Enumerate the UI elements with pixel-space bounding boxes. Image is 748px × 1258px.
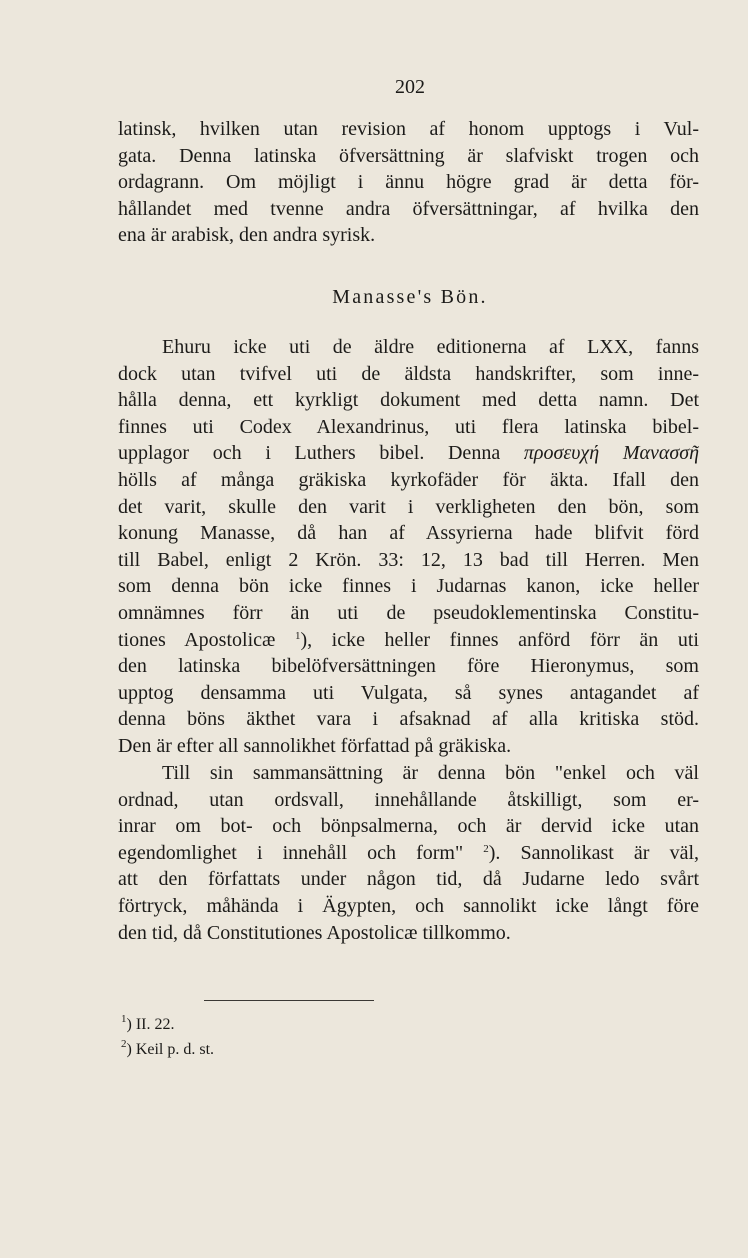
text-line: gata. Denna latinska öfversättning är slafviskt trogen och bbox=[118, 144, 699, 167]
body-paragraph-2 bbox=[118, 760, 699, 946]
footnote-divider bbox=[204, 1000, 374, 1001]
text-line: ordnad, utan ordsvall, innehållande åtskilligt, som er- bbox=[118, 788, 699, 811]
text-line: ordagrann. Om möjligt i ännu högre grad är detta för- bbox=[118, 171, 699, 194]
text-segment: upplagor och i Luthers bibel. Denna bbox=[118, 442, 501, 465]
text-line: dock utan tvifvel uti de äldsta handskrifter, som inne- bbox=[118, 362, 699, 385]
footnote-ref: 1 bbox=[294, 629, 301, 642]
text-segment: ). Sannolikast är väl, bbox=[488, 841, 699, 864]
section-title: Manasse's Bön. bbox=[332, 286, 488, 308]
footnote bbox=[121, 1012, 214, 1037]
text-segment: ), icke heller finnes anförd förr än uti bbox=[300, 628, 699, 651]
footnote-mark: 2 bbox=[121, 1038, 127, 1050]
text-line: upptog densamma uti Vulgata, så synes antagandet af bbox=[118, 681, 699, 704]
text-line: latinsk, hvilken utan revision af honom upptogs i Vul- bbox=[118, 118, 699, 140]
text-line: till Babel, enligt 2 Krön. 33: 12, 13 bad till Herren. Men bbox=[118, 548, 699, 571]
text-line: den tid, då Constitutiones Apostolicæ tillkommo. bbox=[118, 921, 511, 944]
text-line: ena är arabisk, den andra syrisk. bbox=[118, 224, 376, 247]
text-line: som denna bön icke finnes i Judarnas kanon, icke heller bbox=[118, 575, 699, 598]
text-segment: tiones Apostolicæ bbox=[118, 628, 276, 651]
text-line bbox=[118, 840, 699, 867]
text-line: omnämnes förr än uti de pseudoklementinska Constitu- bbox=[118, 601, 699, 624]
text-line: det varit, skulle den varit i verkligheten den bön, som bbox=[118, 495, 699, 518]
text-line: den latinska bibelöfversättningen före Hieronymus, som bbox=[118, 655, 699, 678]
text-line: Den är efter all sannolikhet författad på gräkiska. bbox=[118, 734, 512, 757]
footnote-text: ) Keil p. d. st. bbox=[126, 1041, 215, 1058]
footnotes bbox=[121, 1012, 214, 1062]
text-line: finnes uti Codex Alexandrinus, uti flera latinska bibel- bbox=[118, 415, 699, 438]
text-line: hålla denna, ett kyrkligt dokument med detta namn. Det bbox=[118, 389, 699, 412]
footnote bbox=[121, 1037, 214, 1062]
text-line: att den författats under någon tid, då Judarne ledo svårt bbox=[118, 868, 699, 891]
text-line: Ehuru icke uti de äldre editionerna af LXX, fanns bbox=[162, 336, 699, 358]
greek-title: προσευχή Μανασσῆ bbox=[523, 442, 700, 465]
text-line: hölls af många gräkiska kyrkofäder för äkta. Ifall den bbox=[118, 468, 699, 491]
text-line: Till sin sammansättning är denna bön "enkel och väl bbox=[162, 762, 699, 784]
footnote-ref: 2 bbox=[483, 842, 489, 855]
text-segment: egendomlighet i innehåll och form" bbox=[118, 841, 464, 864]
text-line: denna böns äkthet vara i afsaknad af alla kritiska stöd. bbox=[118, 708, 699, 731]
text-line: hållandet med tvenne andra öfversättningar, af hvilka den bbox=[118, 197, 699, 220]
footnote-text: ) II. 22. bbox=[126, 1016, 175, 1033]
page-number: 202 bbox=[395, 76, 425, 98]
text-line: förtryck, måhända i Ägypten, och sannolikt icke långt före bbox=[118, 894, 699, 917]
text-line: konung Manasse, då han af Assyrierna hade blifvit förd bbox=[118, 522, 699, 545]
footnote-mark: 1 bbox=[121, 1013, 127, 1025]
text-line: inrar om bot- och bönpsalmerna, och är dervid icke utan bbox=[118, 815, 699, 838]
text-line bbox=[118, 627, 699, 654]
body-paragraph-1 bbox=[118, 334, 699, 760]
intro-paragraph bbox=[118, 116, 699, 249]
text-line bbox=[118, 440, 699, 467]
